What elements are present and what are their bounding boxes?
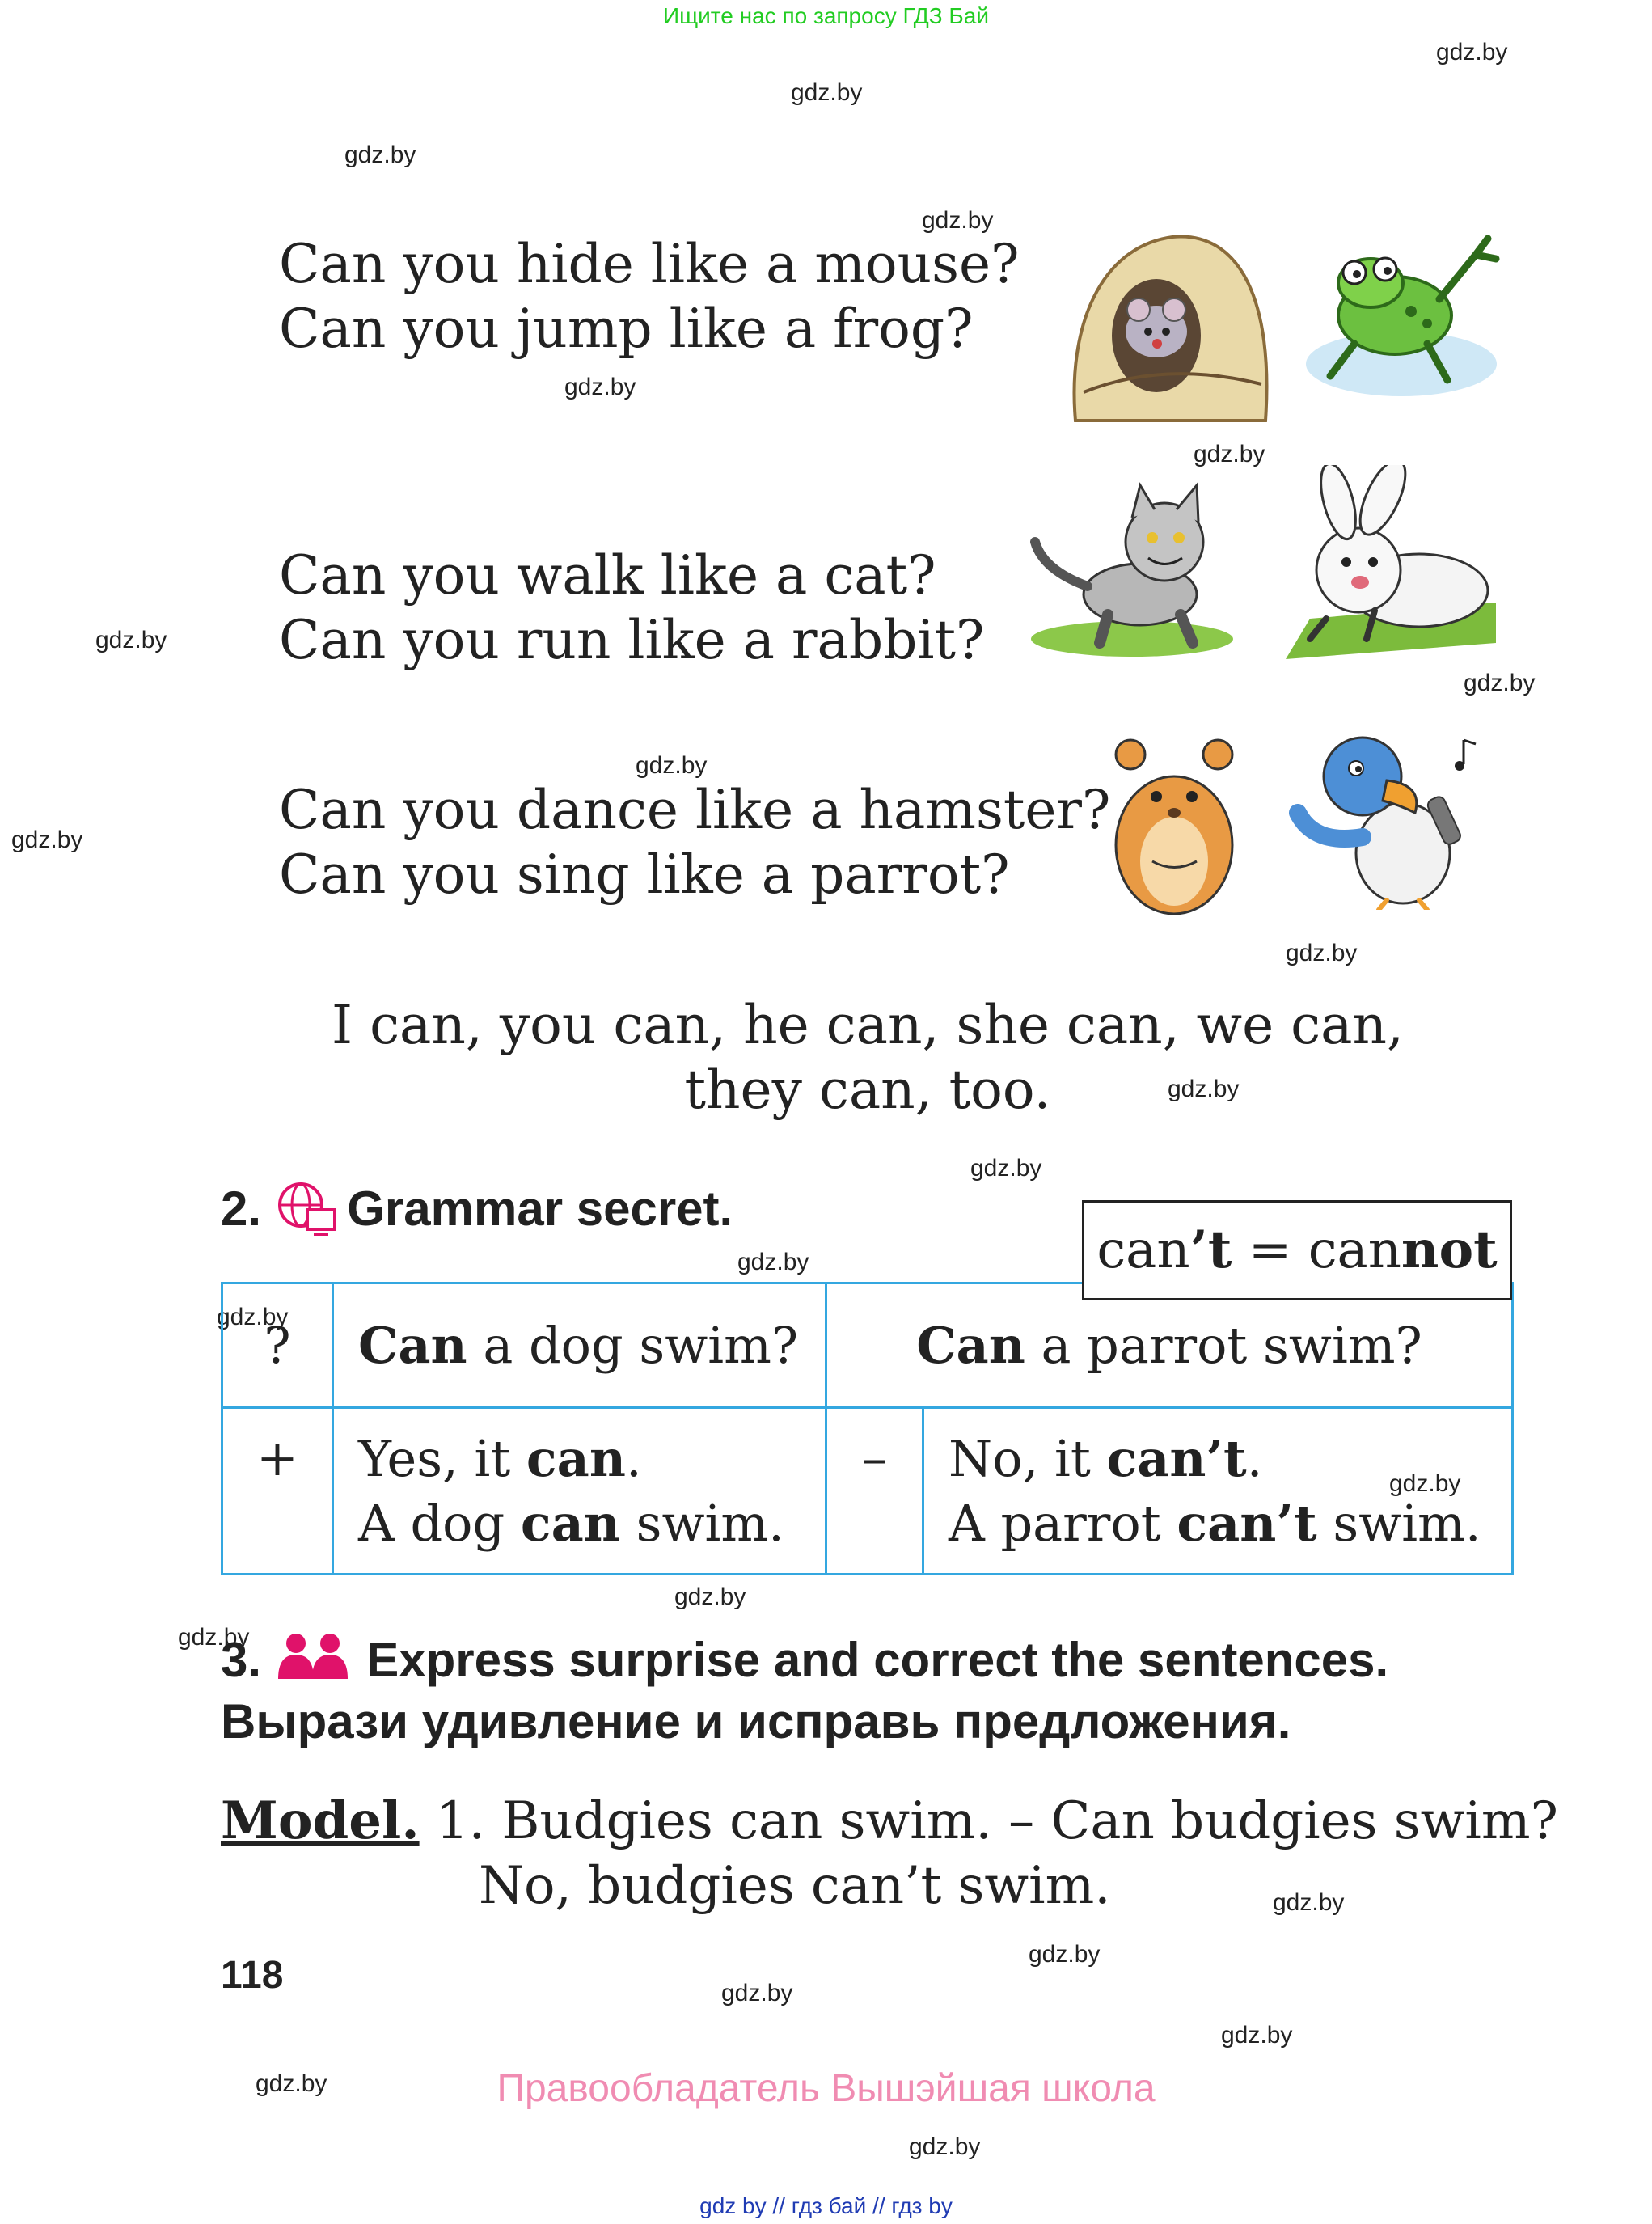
bold-word: can bbox=[526, 1428, 626, 1488]
exercise-number: 2. bbox=[221, 1182, 262, 1236]
watermark: gdz.by bbox=[95, 627, 167, 653]
watermark: gdz.by bbox=[721, 1980, 793, 2006]
footer-links[interactable]: gdz by // гдз бай // гдз by bbox=[699, 2193, 953, 2218]
watermark: gdz.by bbox=[1221, 2022, 1293, 2049]
table-row bbox=[222, 1408, 1513, 1575]
watermark: gdz.by bbox=[1029, 1941, 1101, 1968]
search-hint: Ищите нас по запросу ГДЗ Бай bbox=[662, 3, 990, 28]
table-row bbox=[222, 1283, 1513, 1408]
chorus-line: they can, too. bbox=[684, 1059, 1051, 1121]
poem-stanza-2 bbox=[279, 543, 984, 673]
cell-text: . bbox=[1246, 1428, 1263, 1488]
watermark: gdz.by bbox=[1464, 670, 1536, 696]
hamster-icon bbox=[1108, 732, 1241, 918]
bold-word: can bbox=[520, 1493, 620, 1553]
rabbit-icon bbox=[1278, 465, 1504, 667]
page-number: 118 bbox=[221, 1954, 284, 1997]
watermark: gdz.by bbox=[564, 374, 636, 400]
cell-line bbox=[949, 1491, 1487, 1556]
watermark: gdz.by bbox=[1273, 1889, 1345, 1916]
poem-chorus bbox=[302, 993, 1434, 1123]
frog-icon bbox=[1298, 222, 1504, 408]
watermark: gdz.by bbox=[922, 207, 994, 234]
cell-line bbox=[358, 1427, 801, 1491]
watermark: gdz.by bbox=[217, 1304, 289, 1330]
watermark: gdz.by bbox=[636, 752, 708, 779]
rule-part-bold: ’t bbox=[1189, 1220, 1232, 1280]
model-line-1 bbox=[221, 1789, 1558, 1854]
watermark: gdz.by bbox=[674, 1583, 746, 1610]
poem-line: Can you sing like a parrot? bbox=[279, 844, 1010, 906]
question-symbol: ? bbox=[222, 1283, 333, 1408]
globe-computer-icon bbox=[277, 1181, 338, 1237]
model-label: Model. bbox=[221, 1791, 420, 1851]
watermark: gdz.by bbox=[256, 2070, 327, 2097]
exercise-2-header bbox=[221, 1181, 733, 1237]
poem-line: Can you hide like a mouse? bbox=[279, 233, 1020, 295]
exercise-number: 3. bbox=[221, 1633, 262, 1687]
cell-text: swim. bbox=[1316, 1493, 1481, 1553]
rule-part: can bbox=[1096, 1220, 1190, 1280]
pair-work-icon bbox=[277, 1632, 351, 1681]
poem-line: Can you jump like a frog? bbox=[279, 298, 974, 360]
watermark: gdz.by bbox=[791, 79, 863, 106]
table-cell bbox=[826, 1283, 1513, 1408]
table-cell bbox=[333, 1283, 826, 1408]
grammar-table bbox=[221, 1282, 1514, 1575]
cell-text: Yes, it bbox=[358, 1428, 526, 1488]
rule-part-bold: not bbox=[1401, 1220, 1498, 1280]
watermark: gdz.by bbox=[344, 142, 416, 168]
watermark: gdz.by bbox=[1436, 39, 1508, 66]
bold-word: can’t bbox=[1106, 1428, 1247, 1488]
exercise-subtitle: Вырази удивление и исправь предложения. bbox=[221, 1694, 1291, 1748]
model-line-2: No, budgies can’t swim. bbox=[479, 1856, 1111, 1916]
cell-text: A parrot bbox=[949, 1493, 1177, 1553]
minus-symbol: – bbox=[826, 1408, 923, 1575]
model-text: 1. Budgies can swim. – Can budgies swim? bbox=[435, 1791, 1558, 1851]
poem-line: Can you walk like a cat? bbox=[279, 544, 936, 607]
cell-text: a parrot swim? bbox=[1025, 1316, 1422, 1375]
cell-text: A dog bbox=[358, 1493, 521, 1553]
cell-text: swim. bbox=[619, 1493, 784, 1553]
watermark: gdz.by bbox=[11, 827, 83, 853]
exercise-title: Express surprise and correct the sentences. bbox=[366, 1633, 1389, 1687]
plus-symbol: + bbox=[222, 1408, 333, 1575]
cell-text: a dog swim? bbox=[467, 1316, 799, 1375]
watermark: gdz.by bbox=[1286, 940, 1358, 966]
watermark: gdz.by bbox=[970, 1155, 1042, 1182]
watermark: gdz.by bbox=[909, 2133, 981, 2160]
mouse-icon bbox=[1067, 230, 1274, 429]
bold-word: Can bbox=[916, 1316, 1025, 1375]
exercise-3-header bbox=[221, 1632, 1388, 1688]
watermark: gdz.by bbox=[1168, 1076, 1240, 1102]
bold-word: can’t bbox=[1177, 1493, 1317, 1553]
cell-line bbox=[949, 1427, 1487, 1491]
poem-stanza-3 bbox=[279, 778, 1110, 907]
bold-word: Can bbox=[358, 1316, 467, 1375]
poem-line: Can you run like a rabbit? bbox=[279, 609, 985, 671]
cell-text: No, it bbox=[949, 1428, 1107, 1488]
parrot-icon bbox=[1282, 724, 1500, 910]
copyright-note: Правообладатель Вышэйшая школа bbox=[496, 2067, 1156, 2110]
exercise-title: Grammar secret. bbox=[347, 1182, 733, 1236]
cell-line bbox=[358, 1491, 801, 1556]
table-cell bbox=[923, 1408, 1513, 1575]
chorus-line: I can, you can, he can, she can, we can, bbox=[332, 994, 1404, 1056]
table-cell bbox=[333, 1408, 826, 1575]
poem-stanza-1 bbox=[279, 232, 1019, 362]
watermark: gdz.by bbox=[737, 1249, 809, 1275]
watermark: gdz.by bbox=[1194, 441, 1265, 467]
cant-rule-box bbox=[1082, 1200, 1512, 1300]
rule-part: = can bbox=[1232, 1220, 1401, 1280]
cell-text: . bbox=[625, 1428, 642, 1488]
poem-line: Can you dance like a hamster? bbox=[279, 779, 1111, 841]
watermark: gdz.by bbox=[1389, 1470, 1461, 1497]
watermark: gdz.by bbox=[178, 1624, 250, 1651]
cat-icon bbox=[1027, 473, 1245, 663]
